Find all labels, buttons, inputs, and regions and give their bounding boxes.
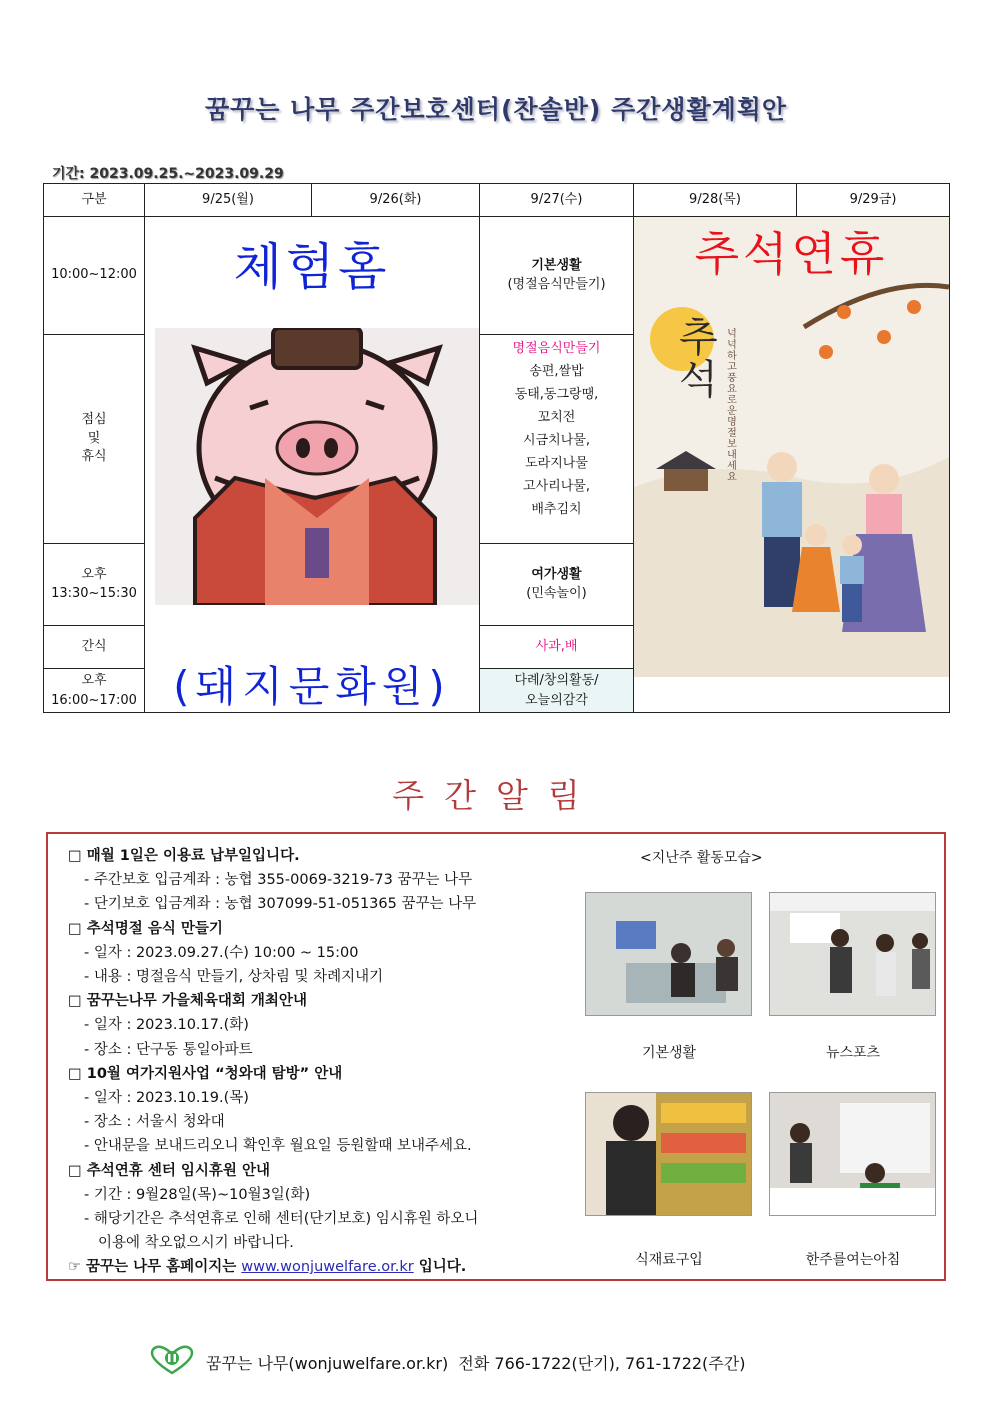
experience-subtitle: (돼지문화원) xyxy=(173,662,451,711)
header-thu: 9/28(목) xyxy=(633,183,797,217)
wed-snack: 사과,배 xyxy=(479,625,634,669)
notice-item: - 단기보호 입금계좌 : 농협 307099-51-051365 꿈꾸는 나무 xyxy=(84,896,477,913)
poster-big-char: 석 xyxy=(679,357,718,403)
notice-item: - 일자 : 2023.10.17.(화) xyxy=(84,1017,249,1034)
poster-big-text xyxy=(679,317,718,401)
notice-heading: □ 추석명절 음식 만들기 xyxy=(68,920,223,937)
time-afternoon xyxy=(43,543,145,626)
wed-lunch xyxy=(479,334,634,544)
notice-item: - 기간 : 9월28일(목)~10월3일(화) xyxy=(84,1186,311,1203)
photo-label: 식재료구입 xyxy=(635,1252,703,1268)
page-title: 꿈꾸는 나무 주간보호센터(찬솔반) 주간생활계획안 xyxy=(204,95,788,124)
notice-item: - 일자 : 2023.10.19.(목) xyxy=(84,1090,249,1107)
notice-heading: □ 10월 여가지원사업 “청와대 탐방” 안내 xyxy=(68,1065,343,1082)
wed-morning-title: 기본생활 xyxy=(531,257,582,273)
notice-item: 이용에 착오없으시기 바랍니다. xyxy=(98,1235,294,1252)
wed-lunch-item: 시금치나물, xyxy=(523,433,590,448)
time-lunch-1: 점심 xyxy=(81,411,107,427)
wed-lunch-item: 꼬치전 xyxy=(537,410,576,425)
notice-heading: □ 매월 1일은 이용료 납부일입니다. xyxy=(68,848,300,864)
poster-small-text: 넉넉하고 풍요로운 명절 보내세요 xyxy=(727,329,737,483)
photo-label: 한주를여는아침 xyxy=(805,1252,901,1268)
holiday-title: 추석연휴 xyxy=(694,227,889,281)
wed-lunch-item: 동태,동그랑땡, xyxy=(514,387,599,402)
schedule-table xyxy=(43,183,950,713)
time-lunch xyxy=(43,334,145,544)
wed-lunch-item: 도라지나물 xyxy=(525,456,588,471)
weekly-notice-title: 주간알림 xyxy=(392,776,600,815)
pig-character-image xyxy=(155,328,479,605)
homepage-line xyxy=(68,1255,588,1279)
time-lunch-2: 및 xyxy=(87,430,101,446)
homepage-prefix: ☞ 꿈꾸는 나무 홈페이지는 xyxy=(68,1259,242,1276)
notice-heading: □ 추석연휴 센터 임시휴원 안내 xyxy=(68,1162,270,1179)
wed-evening-1: 다례/창의활동/ xyxy=(514,673,599,688)
time-morning: 10:00~12:00 xyxy=(43,216,145,335)
header-fri: 9/29금) xyxy=(796,183,950,217)
header-wed: 9/27(수) xyxy=(479,183,634,217)
time-snack: 간식 xyxy=(43,625,145,669)
notice-item: - 주간보호 입금계좌 : 농협 355-0069-3219-73 꿈꾸는 나무 xyxy=(84,872,473,889)
holiday-block xyxy=(633,216,950,713)
photo-grocery xyxy=(585,1092,752,1216)
photos-caption: <지난주 활동모습> xyxy=(640,850,763,866)
wed-lunch-item: 고사리나물, xyxy=(523,479,590,494)
notice-item: - 장소 : 단구동 통일아파트 xyxy=(84,1041,253,1058)
notice-item: - 일자 : 2023.09.27.(수) 10:00 ~ 15:00 xyxy=(84,944,359,961)
time-afternoon-1: 오후 xyxy=(81,566,107,582)
footer xyxy=(150,1345,870,1379)
period-label: 기간: 2023.09.25.~2023.09.29 xyxy=(52,166,284,182)
notice-heading: □ 꿈꾸는나무 가을체육대회 개최안내 xyxy=(68,993,307,1010)
wed-lunch-item: 배추김치 xyxy=(531,502,582,517)
notice-item: - 장소 : 서울시 청와대 xyxy=(84,1114,225,1131)
photo-label: 뉴스포츠 xyxy=(825,1045,881,1061)
time-evening-2: 16:00~17:00 xyxy=(51,692,137,708)
homepage-link[interactable]: www.wonjuwelfare.or.kr xyxy=(241,1259,414,1276)
photo-morning xyxy=(769,1092,936,1216)
header-mon: 9/25(월) xyxy=(144,183,312,217)
wed-lunch-title: 명절음식만들기 xyxy=(512,341,601,356)
experience-title: 체험홈 xyxy=(233,238,391,296)
wed-lunch-item: 송편,쌀밥 xyxy=(529,364,584,379)
homepage-suffix: 입니다. xyxy=(413,1259,467,1276)
time-lunch-3: 휴식 xyxy=(81,449,107,465)
time-evening-1: 오후 xyxy=(81,673,107,688)
heart-logo-icon xyxy=(150,1345,194,1379)
wed-afternoon-sub: (민속놀이) xyxy=(526,585,587,601)
notice-item: - 내용 : 명절음식 만들기, 상차림 및 차례지내기 xyxy=(84,969,384,986)
wed-morning xyxy=(479,216,634,335)
poster-big-char: 추 xyxy=(679,315,718,361)
wed-afternoon-title: 여가생활 xyxy=(531,566,582,582)
time-evening xyxy=(43,668,145,713)
notice-item: - 해당기간은 추석연휴로 인해 센터(단기보호) 임시휴원 하오니 xyxy=(84,1211,479,1228)
footer-text: 꿈꾸는 나무(wonjuwelfare.or.kr) 전화 766-1722(단기), 761-1722(주간) xyxy=(206,1353,746,1373)
time-afternoon-2: 13:30~15:30 xyxy=(51,585,137,601)
wed-afternoon xyxy=(479,543,634,626)
photo-basic-life xyxy=(585,892,752,1016)
notice-item: - 안내문을 보내드리오니 확인후 월요일 등원할때 보내주세요. xyxy=(84,1138,472,1155)
wed-evening-2: 오늘의감각 xyxy=(525,692,588,708)
header-tue: 9/26(화) xyxy=(311,183,480,217)
wed-evening xyxy=(479,668,634,713)
header-category: 구분 xyxy=(43,183,145,217)
wed-morning-sub: (명절음식만들기) xyxy=(507,276,606,292)
photo-label: 기본생활 xyxy=(641,1045,697,1061)
notice-list xyxy=(68,844,588,1280)
experience-block xyxy=(144,216,480,713)
photo-new-sports xyxy=(769,892,936,1016)
